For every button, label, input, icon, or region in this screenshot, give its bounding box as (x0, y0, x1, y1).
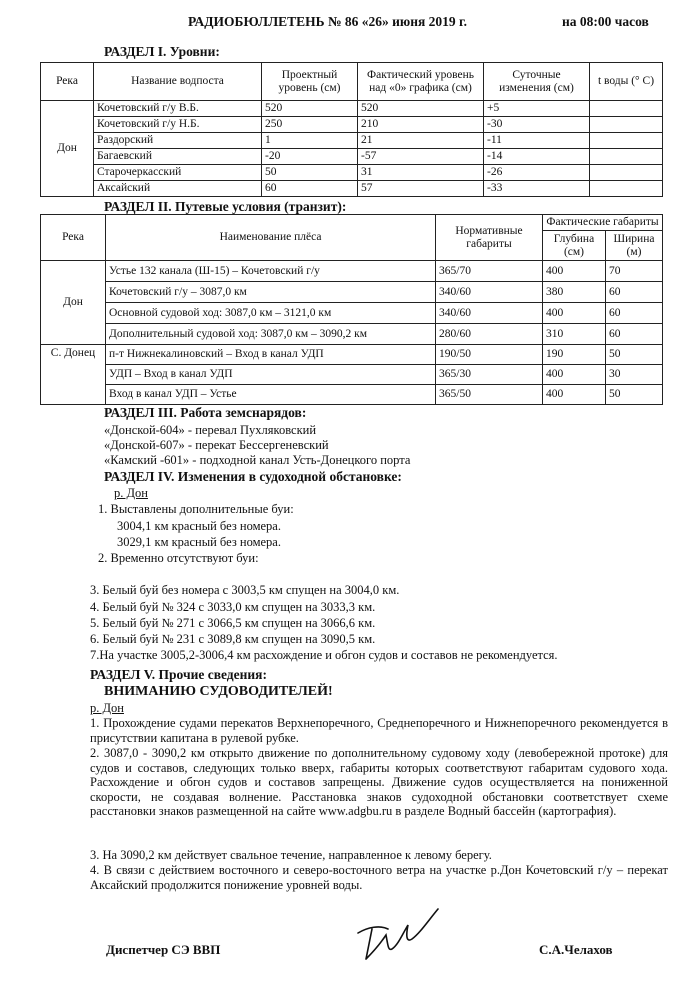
dredger-line: «Донской-607» - перекат Бессергеневский (104, 438, 329, 452)
value-cell: 60 (262, 181, 358, 197)
value-cell: 365/70 (436, 261, 543, 282)
river-label: р. Дон (90, 701, 124, 715)
dredger-line: «Донской-604» - перевал Пухляковский (104, 423, 317, 437)
notice-line: 1. Выставлены дополнительные буи: (98, 502, 294, 516)
value-cell: 210 (358, 117, 484, 133)
value-cell: 340/60 (436, 303, 543, 324)
reach-cell: Устье 132 канала (Ш-15) – Кочетовский г/у (106, 261, 436, 282)
station-cell: Багаевский (94, 149, 262, 165)
value-cell (590, 101, 663, 117)
col-reach-name: Наименование плёса (106, 215, 436, 261)
col-normative: Нормативные габариты (436, 215, 543, 261)
col-actual-dimensions: Фактические габариты (543, 215, 663, 231)
value-cell: 30 (606, 365, 663, 385)
notice-line: 2. Временно отсутствуют буи: (98, 551, 259, 565)
value-cell: -30 (484, 117, 590, 133)
value-cell: 50 (606, 385, 663, 405)
value-cell: 340/60 (436, 282, 543, 303)
col-water-temp: t воды (° С) (590, 63, 663, 101)
col-river: Река (41, 63, 94, 101)
col-width: Ширина (м) (606, 231, 663, 261)
dispatcher-position: Диспетчер СЭ ВВП (106, 942, 221, 957)
value-cell: 400 (543, 261, 606, 282)
value-cell: 60 (606, 282, 663, 303)
table-row (41, 365, 663, 385)
table-row (41, 133, 663, 149)
river-cell: Дон (41, 101, 94, 197)
reach-cell: Кочетовский г/у – 3087,0 км (106, 282, 436, 303)
river-cell: С. Донец (41, 345, 106, 405)
value-cell (590, 165, 663, 181)
value-cell: 190/50 (436, 345, 543, 365)
col-river: Река (41, 215, 106, 261)
value-cell: 60 (606, 303, 663, 324)
bulletin-header (0, 14, 700, 34)
notice-line: 7.На участке 3005,2-3006,4 км расхождение и обгон судов и составов не рекомендуется. (90, 648, 558, 662)
info-item: 1. Прохождение судами перекатов Верхнепоречного, Среднепоречного и Нижнепоречного рекомендуется в присутствии капитана в рулевой рубке. (90, 716, 668, 745)
value-cell (590, 117, 663, 133)
table-row (41, 324, 663, 345)
table-row (41, 261, 663, 282)
station-cell: Раздорский (94, 133, 262, 149)
section1-title: РАЗДЕЛ I. Уровни: (104, 44, 220, 59)
table-row (41, 345, 663, 365)
value-cell: 50 (606, 345, 663, 365)
info-item: 4. В связи с действием восточного и северо-восточного ветра на участке р.Дон Кочетовский г/у – перекат Аксайский продолжится понижение уровней воды. (90, 863, 668, 892)
table-row (41, 149, 663, 165)
value-cell (590, 181, 663, 197)
col-daily-change: Суточные изменения (см) (484, 63, 590, 101)
levels-table (40, 62, 663, 197)
value-cell: 400 (543, 385, 606, 405)
station-cell: Аксайский (94, 181, 262, 197)
station-cell: Кочетовский г/у Н.Б. (94, 117, 262, 133)
value-cell (590, 133, 663, 149)
value-cell: -20 (262, 149, 358, 165)
attention-heading: ВНИМАНИЮ СУДОВОДИТЕЛЕЙ! (104, 684, 333, 699)
signature-image (352, 905, 442, 965)
reach-cell: Дополнительный судовой ход: 3087,0 км – 3090,2 км (106, 324, 436, 345)
dredger-line: «Камский -601» - подходной канал Усть-Донецкого порта (104, 453, 411, 467)
table-row (41, 101, 663, 117)
notice-line: 3. Белый буй без номера с 3003,5 км спущен на 3004,0 км. (90, 583, 400, 597)
value-cell: 400 (543, 303, 606, 324)
value-cell: 365/50 (436, 385, 543, 405)
value-cell: -26 (484, 165, 590, 181)
value-cell: 520 (262, 101, 358, 117)
section3-title: РАЗДЕЛ III. Работа земснарядов: (104, 405, 307, 420)
station-cell: Кочетовский г/у В.Б. (94, 101, 262, 117)
value-cell: 280/60 (436, 324, 543, 345)
value-cell: 31 (358, 165, 484, 181)
value-cell: 520 (358, 101, 484, 117)
dispatcher-name: С.А.Челахов (539, 942, 613, 957)
value-cell: +5 (484, 101, 590, 117)
table-row (41, 117, 663, 133)
col-actual-level: Фактический уровень над «0» графика (см) (358, 63, 484, 101)
levels-header-row (41, 63, 663, 101)
value-cell: 60 (606, 324, 663, 345)
value-cell: 190 (543, 345, 606, 365)
value-cell: -11 (484, 133, 590, 149)
station-cell: Старочеркасский (94, 165, 262, 181)
value-cell: 250 (262, 117, 358, 133)
table-row (41, 303, 663, 324)
river-label: р. Дон (114, 486, 148, 500)
table-row (41, 165, 663, 181)
value-cell: 70 (606, 261, 663, 282)
notice-line: 3004,1 км красный без номера. (117, 519, 281, 533)
table-row (41, 385, 663, 405)
section4-title: РАЗДЕЛ IV. Изменения в судоходной обстановке: (104, 469, 402, 484)
bulletin-time: на 08:00 часов (562, 14, 649, 29)
transit-table (40, 214, 663, 405)
info-item: 2. 3087,0 - 3090,2 км открыто движение по дополнительному судовому ходу (левобережной протоке) для судов и составов, следующих только вверх, габариты которых соответствуют габаритам судового хода. Расхождение и обгон судов и составов запрещены. Движение судов осуществляется на пониженной скорости, не создавая волнение. Расстановка знаков судоходной обстановки соответствует схеме расстановки знаков размещенной на сайте www.adgbu.ru в разделе Водный бассейн (картография). (90, 746, 668, 819)
value-cell: 310 (543, 324, 606, 345)
section5-title: РАЗДЕЛ V. Прочие сведения: (90, 667, 267, 682)
table-row (41, 282, 663, 303)
transit-header-row (41, 215, 663, 231)
col-station: Название водпоста (94, 63, 262, 101)
value-cell: 380 (543, 282, 606, 303)
value-cell: 21 (358, 133, 484, 149)
reach-cell: п-т Нижнекалиновский – Вход в канал УДП (106, 345, 436, 365)
value-cell: 1 (262, 133, 358, 149)
notice-line: 6. Белый буй № 231 с 3089,8 км спущен на 3090,5 км. (90, 632, 376, 646)
notice-line: 3029,1 км красный без номера. (117, 535, 281, 549)
value-cell: 400 (543, 365, 606, 385)
reach-cell: Основной судовой ход: 3087,0 км – 3121,0 км (106, 303, 436, 324)
notice-line: 4. Белый буй № 324 с 3033,0 км спущен на 3033,3 км. (90, 600, 376, 614)
value-cell: 57 (358, 181, 484, 197)
value-cell: -14 (484, 149, 590, 165)
section2-title: РАЗДЕЛ II. Путевые условия (транзит): (104, 199, 347, 214)
value-cell (590, 149, 663, 165)
value-cell: 50 (262, 165, 358, 181)
value-cell: -57 (358, 149, 484, 165)
value-cell: 365/30 (436, 365, 543, 385)
reach-cell: УДП – Вход в канал УДП (106, 365, 436, 385)
table-row (41, 181, 663, 197)
notice-line: 5. Белый буй № 271 с 3066,5 км спущен на 3066,6 км. (90, 616, 376, 630)
bulletin-title: РАДИОБЮЛЛЕТЕНЬ № 86 «26» июня 2019 г. (188, 14, 468, 29)
info-item: 3. На 3090,2 км действует свальное течение, направленное к левому берегу. (90, 848, 492, 862)
col-depth: Глубина (см) (543, 231, 606, 261)
value-cell: -33 (484, 181, 590, 197)
reach-cell: Вход в канал УДП – Устье (106, 385, 436, 405)
river-cell: Дон (41, 261, 106, 345)
col-design-level: Проектный уровень (см) (262, 63, 358, 101)
